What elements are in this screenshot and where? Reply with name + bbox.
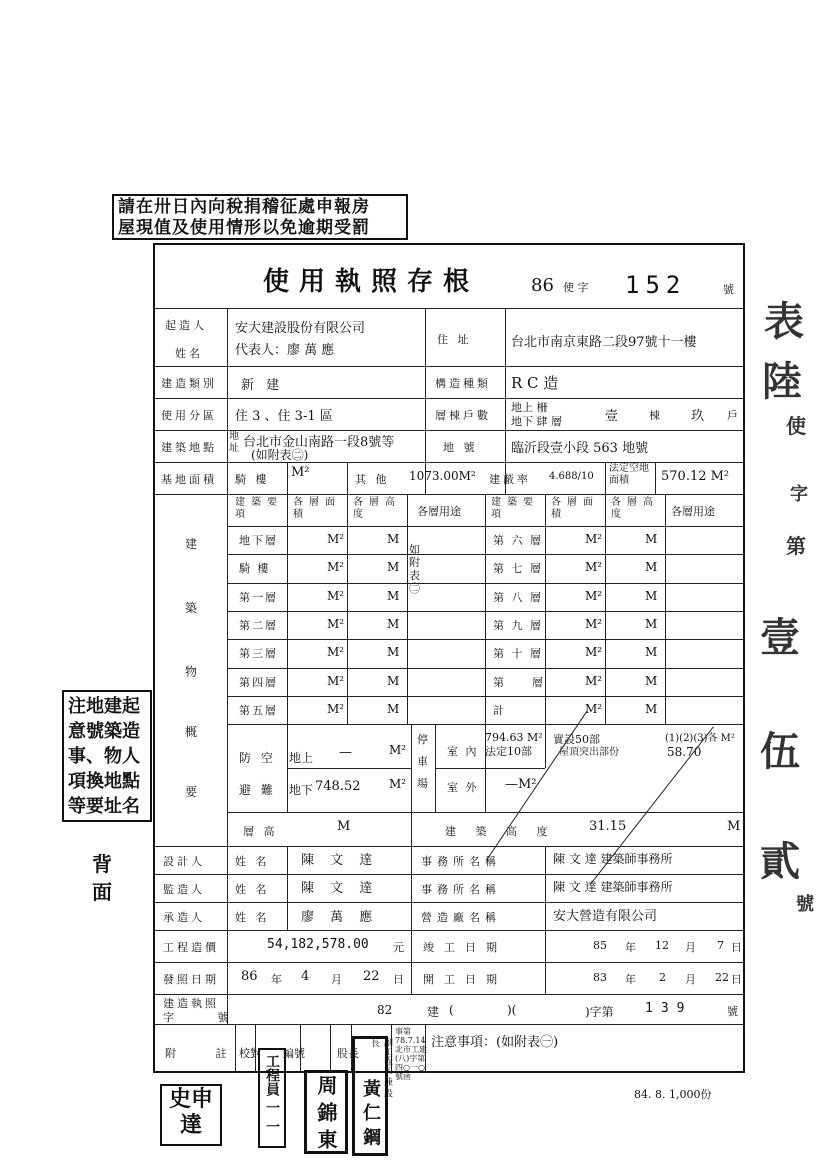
permit-orig-year: 82 [377,1003,393,1017]
floors-above: 地上 柵 [511,401,548,414]
side-note-line: 等要址名 [68,796,140,817]
side-note-line: 注地建起 [68,696,140,717]
arcade-value: M² [291,465,310,480]
floor-area-left: M² [327,645,345,659]
print-info: 84. 8. 1,000份 [634,1088,712,1101]
other-label: 其 他 [355,473,390,486]
margin-char: 陸 [762,358,802,405]
applicant-rep: 代表人：廖 萬 應 [235,343,335,358]
applicant-company: 安大建設股份有限公司 [235,321,366,336]
floors-group-char: 物 [185,665,201,679]
col-item-left: 建築要項 [235,497,283,520]
permit-orig-char: 建 [427,1005,440,1019]
roof-value: 58.70 [667,745,702,759]
permit-paren-3: )字第 [585,1005,614,1019]
supervisor-name: 陳 文 達 [301,881,379,896]
parking-outdoor-value: —M² [505,777,537,792]
margin-char: 字 [790,484,808,505]
contractor-firm-label: 營造廠名稱 [421,911,501,924]
designer-firm-label: 事務所名稱 [421,855,501,868]
side-note-line: 項換地點 [68,771,140,792]
supervisor-firm: 陳 文 達 建築師事務所 [553,880,673,894]
site-address: 台北市金山南路一段8號等 [243,435,395,450]
site-label: 建築地點 [161,441,217,454]
floor-area-left: M² [327,702,345,716]
sig-review-label: 股長 [337,1047,359,1060]
designer-name: 陳 文 達 [301,853,379,868]
floor-height-left: M [387,560,400,574]
issue-day: 22 [363,969,380,984]
chief-seal-text: 周 錦 東 [314,1075,338,1149]
day-unit: 日 [731,941,742,954]
floor-height-left: M [387,645,400,659]
floor-name-right: 第 層 [493,676,545,689]
deputy-seal-text: 黃 仁 鋼 [360,1079,381,1146]
sig-edit-label: 編號 [283,1047,305,1060]
structure-label: 構造種類 [435,377,491,390]
contractor-firm: 安大營造有限公司 [553,909,658,924]
permit-form [153,243,745,1081]
floor-height-right: M [645,532,658,546]
floor-name-left: 第四層 [239,676,278,689]
supervisor-name-label: 姓 名 [235,883,270,896]
floor-height-left: M [387,702,400,716]
structure-value: R C 造 [511,374,559,392]
margin-char: 表 [764,298,804,345]
building-count: 壹 [605,409,619,424]
floors-group-char: 築 [185,601,201,615]
shelter-above-unit: M² [389,743,407,757]
month-unit: 月 [331,973,342,986]
floors-below: 地下 肆 層 [511,415,562,428]
floors-label: 層棟戶數 [435,409,491,422]
back-char: 背 [92,852,112,876]
lot-label: 地 號 [443,441,478,454]
side-note-line: 事、物人 [68,746,140,767]
floor-area-right: M² [585,589,603,603]
open-space-value: 570.12 M² [661,469,730,484]
floor-name-right: 第 十 層 [493,647,543,660]
roof-calc: (1)(2)(3)各 M² [665,733,735,744]
floor-area-left: M² [327,617,345,631]
floor-height-label: 層 高 [243,825,278,838]
col-use-right: 各層用途 [671,505,715,518]
shelter-above-value: — [339,745,352,760]
month-unit: 月 [685,941,696,954]
margin-char: 使 [786,414,806,438]
stamp-char: 史 [168,1086,191,1112]
floor-name-left: 第三層 [239,647,278,660]
deputy-title: 副工程司 兼 股長 [369,1038,392,1098]
floor-area-right: M² [585,617,603,631]
start-year: 83 [593,971,607,984]
floor-height-left: M [387,589,400,603]
floor-height-right: M [645,702,658,716]
permit-char: 使 字 [563,281,589,294]
notice-stamp [112,194,408,240]
household-count: 玖 [691,409,705,424]
coverage-value: 4.688/10 [549,471,594,482]
completion-day: 7 [717,939,724,952]
notice-line-2: 屋現值及使用情形以免逾期受罰 [118,218,370,238]
back-char: 面 [92,880,112,904]
floor-name-left: 第一層 [239,591,278,604]
cost-label: 工程造價 [163,941,219,954]
roof-label: 屋頂突出部份 [559,747,619,758]
margin-char: 壹 [760,614,800,661]
floor-name-right: 計 [493,704,506,717]
building-height-unit: M [727,819,741,834]
floor-area-left: M² [327,589,345,603]
year-unit: 年 [625,941,636,954]
floors-group-char: 建 [185,537,201,551]
contractor-label: 承造人 [163,911,205,924]
floor-name-left: 第二層 [239,619,278,632]
floor-area-right: M² [585,560,603,574]
completion-year: 85 [593,939,607,952]
floor-area-left: M² [327,674,345,688]
supervisor-label: 監造人 [163,883,205,896]
shelter-below-unit: M² [389,777,407,791]
permit-paren-2: )( [507,1003,517,1017]
issue-year: 86 [241,969,258,984]
address-label: 住 址 [437,333,472,346]
base-area-label: 基地面積 [161,473,217,486]
floor-name-right: 第 七 層 [493,562,543,575]
engineer-seal [258,1048,286,1148]
contractor-name: 廖 萬 應 [301,910,379,925]
household-unit: 戶 [727,409,738,422]
floor-area-right: M² [585,674,603,688]
shelter-below-value: 748.52 [315,779,361,794]
arcade-label: 騎 樓 [235,473,270,486]
col-height-right: 各層高度 [611,497,659,520]
other-value: 1073.00M² [409,469,476,483]
col-area-left: 各層面積 [293,497,341,520]
applicant-name-label: 姓名 [175,347,203,360]
contractor-name-label: 姓 名 [235,911,270,924]
permit-suffix: 號 [723,283,734,296]
col-height-left: 各層高度 [353,497,401,520]
permit-orig-number: 139 [645,1001,693,1016]
cost-value: 54,182,578.00 [267,937,369,952]
issue-month: 4 [301,969,310,984]
floors-use-note: 如附表㊁ [409,543,420,595]
start-label: 開工日期 [423,973,507,986]
parking-indoor-value: 794.63 M² [485,731,543,744]
floor-name-right: 第 八 層 [493,591,543,604]
margin-char: 伍 [760,728,800,775]
completion-label: 竣工日期 [423,941,507,954]
stamp-char: 達 [179,1112,202,1138]
cost-unit: 元 [393,941,404,954]
floor-name-right: 第 九 層 [493,619,543,632]
applicant-address: 台北市南京東路二段97號十一樓 [511,335,697,350]
bottom-left-stamp [160,1084,222,1146]
permit-year: 86 [531,275,554,296]
designer-name-label: 姓 名 [235,855,270,868]
floor-name-left: 地下層 [239,534,278,547]
margin-char: 第 [786,534,806,558]
start-day: 22 [715,971,729,984]
parking-actual: 實設50部 [553,733,600,746]
floor-height-right: M [645,560,658,574]
stamp-char: 申 [191,1086,214,1112]
col-item-right: 建築要項 [491,497,539,520]
shelter-above-label: 地上 [289,751,314,765]
permit-number: 152 [625,271,687,299]
start-month: 2 [659,971,666,984]
floor-area-right: M² [585,702,603,716]
parking-indoor-note: 法定10部 [485,745,532,758]
side-note-line: 意號築造 [68,721,140,742]
parking-indoor-label: 室 內 [447,745,479,758]
notice-line-1: 請在卅日內向稅捐稽征處申報房 [118,197,370,217]
floor-name-right: 第 六 層 [493,534,543,547]
day-unit: 日 [393,973,404,986]
designer-firm: 陳 文 達 建築師事務所 [553,852,673,866]
shelter-below-label: 地下 [289,783,314,797]
year-unit: 年 [271,973,282,986]
col-use-left: 各層用途 [417,505,461,518]
supervisor-firm-label: 事務所名稱 [421,883,501,896]
open-space-label: 法定空地面積 [609,463,649,486]
building-type-value: 新 建 [241,378,284,393]
parking-outdoor-label: 室 外 [447,781,479,794]
floor-height-left: M [387,617,400,631]
floor-height-right: M [645,645,658,659]
year-unit: 年 [625,973,636,986]
issue-label: 發照日期 [163,973,219,986]
permit-label-1: 建造執照 [163,997,219,1010]
floor-height-right: M [645,617,658,631]
remarks-label: 附 註 [165,1047,245,1060]
permit-orig-suffix: 號 [727,1005,738,1018]
building-unit: 棟 [649,409,660,422]
margin-char: 號 [796,894,814,915]
floor-area-left: M² [327,532,345,546]
side-note-box [62,690,152,822]
chief-seal [304,1070,348,1154]
building-type-label: 建造類別 [161,377,217,390]
day-unit: 日 [731,973,742,986]
permit-label-2: 字 號 [163,1011,249,1024]
floor-area-right: M² [585,532,603,546]
floor-height-value: M [337,819,351,834]
designer-label: 設計人 [163,855,205,868]
floors-group-char: 要 [185,785,201,799]
sig-check-label: 校對 [239,1047,261,1060]
parking-label: 停車場 [417,733,428,790]
form-title: 使用執照存根 [263,267,480,297]
floor-height-right: M [645,674,658,688]
floor-area-right: M² [585,645,603,659]
applicant-label: 起造人 [165,319,207,332]
col-area-right: 各層面積 [551,497,599,520]
zoning-label: 使用分區 [161,409,217,422]
margin-char: 貳 [760,838,800,885]
month-unit: 月 [685,973,696,986]
building-height-label: 建 築 高 度 [445,825,556,838]
floors-group-char: 概 [185,725,201,739]
permit-paren-1: ( [449,1003,454,1017]
lot-value: 臨沂段壹小段 563 地號 [511,441,649,456]
engineer-name: 工程員 一 一 [264,1054,280,1134]
zoning-value: 住 3 、住 3-1 區 [235,409,333,424]
site-note: (如附表㊁) [251,448,309,462]
floor-area-left: M² [327,560,345,574]
floor-name-left: 騎 樓 [239,562,271,575]
back-side-label [92,850,122,906]
remarks-notice: 注意事項：(如附表㊀) [431,1035,559,1050]
shelter-label-1: 防 空 [239,751,276,765]
building-height-value: 31.15 [589,819,627,834]
legal-note: 事第78.7.14北市工建(八)字第四○一○號函 [395,1027,427,1081]
floor-height-left: M [387,674,400,688]
floor-height-left: M [387,532,400,546]
coverage-label: 建蔽率 [489,473,531,486]
floor-name-left: 第五層 [239,704,278,717]
site-prefix: 地址 [229,431,239,454]
completion-month: 12 [655,939,669,952]
floor-height-right: M [645,589,658,603]
shelter-label-2: 避 難 [239,783,276,797]
